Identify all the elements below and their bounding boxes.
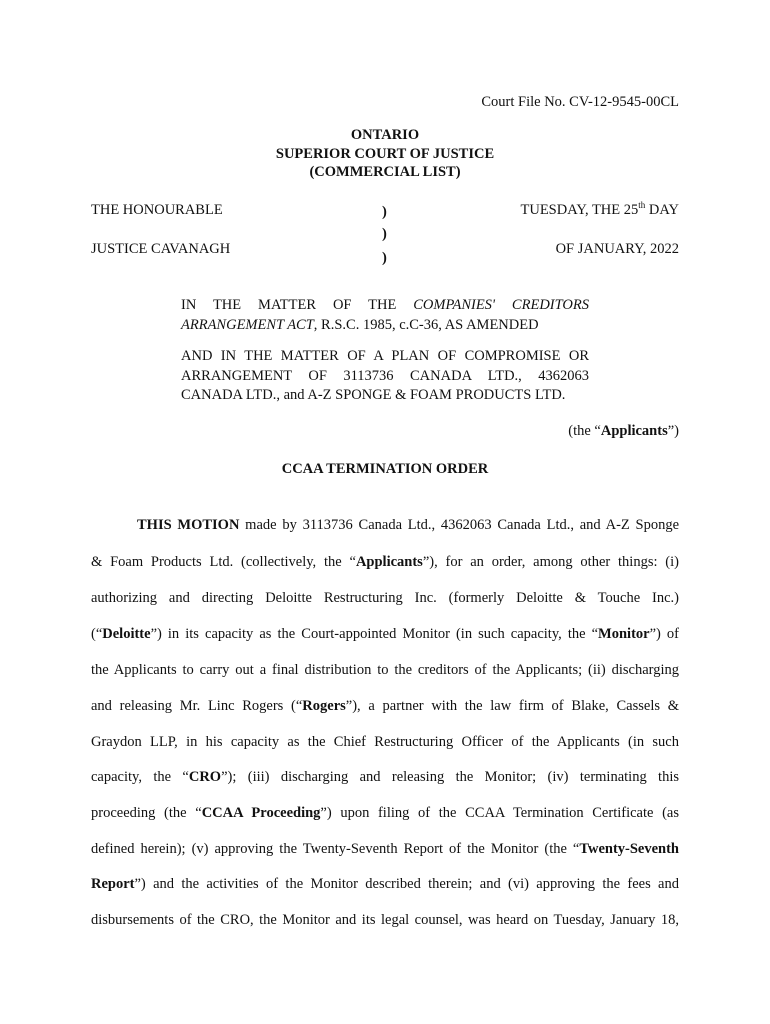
body-text: capacity, the “ bbox=[91, 769, 189, 785]
matter-lead: IN THE MATTER OF THE bbox=[181, 297, 414, 313]
body-text: ”) of bbox=[649, 626, 679, 642]
body-text: & Foam Products Ltd. (collectively, the “ bbox=[91, 554, 356, 570]
body-text: ”) in its capacity as the Court-appointed Monitor (in such capacity, the “ bbox=[150, 626, 599, 642]
court-header bbox=[0, 126, 770, 182]
judge-name: JUSTICE CAVANAGH bbox=[91, 241, 231, 257]
defined-term: Rogers bbox=[302, 698, 346, 714]
bracket-1: ) bbox=[382, 204, 387, 220]
body-line-9 bbox=[91, 804, 679, 822]
judge-title: THE HONOURABLE bbox=[91, 202, 223, 218]
body-line-8 bbox=[91, 768, 679, 786]
body-text: proceeding (the “ bbox=[91, 805, 202, 821]
order-date-month: OF JANUARY, 2022 bbox=[555, 241, 679, 257]
applicants-open: (the “ bbox=[568, 423, 601, 439]
defined-term: Monitor bbox=[598, 626, 650, 642]
court-list: (COMMERCIAL LIST) bbox=[309, 164, 461, 180]
body-line-12: disbursements of the CRO, the Monitor and its legal counsel, was heard on Tuesday, January 18, bbox=[91, 912, 679, 928]
date-prefix: TUESDAY, THE 25 bbox=[520, 202, 639, 218]
body-text: ”) and the activities of the Monitor described therein; and (vi) approving the fees and bbox=[134, 876, 679, 892]
defined-term: Twenty-Seventh bbox=[579, 841, 679, 857]
body-line-5: the Applicants to carry out a final distribution to the creditors of the Applicants; (ii) discharging bbox=[91, 662, 679, 678]
bracket-3: ) bbox=[382, 250, 387, 266]
matter-tail: , R.S.C. 1985, c.C-36, AS AMENDED bbox=[313, 316, 539, 333]
court-name: SUPERIOR COURT OF JUSTICE bbox=[275, 145, 495, 162]
body-text: made by 3113736 Canada Ltd., 4362063 Canada Ltd., and A-Z Sponge bbox=[239, 517, 679, 533]
matter-ccaa bbox=[181, 296, 589, 335]
applicants-tag bbox=[568, 423, 679, 440]
body-text: and releasing Mr. Linc Rogers (“ bbox=[91, 698, 303, 714]
applicants-close: ”) bbox=[667, 423, 679, 439]
body-line-7: Graydon LLP, in his capacity as the Chief Restructuring Officer of the Applicants (in such bbox=[91, 734, 679, 750]
body-line-2 bbox=[91, 553, 679, 571]
body-line-11 bbox=[91, 875, 679, 893]
this-motion: THIS MOTION bbox=[137, 517, 240, 533]
body-line-3: authorizing and directing Deloitte Restructuring Inc. (formerly Deloitte & Touche Inc.) bbox=[91, 590, 679, 606]
matter-plan: AND IN THE MATTER OF A PLAN OF COMPROMISE OR ARRANGEMENT OF 3113736 CANADA LTD., 4362063 CANADA LTD., and A-Z SPONGE & FOAM PRODUCTS LTD. bbox=[181, 348, 589, 403]
body-text: ”), a partner with the law firm of Blake, Cassels & bbox=[345, 698, 679, 714]
act-name: COMPANIES' CREDITORS ARRANGEMENT ACT bbox=[181, 297, 590, 333]
body-line-10 bbox=[91, 840, 679, 858]
date-suffix: th bbox=[638, 200, 646, 211]
body-text: ”), for an order, among other things: (i) bbox=[422, 554, 679, 570]
court-file-number: Court File No. CV-12-9545-00CL bbox=[481, 94, 679, 110]
applicants-bold: Applicants bbox=[600, 423, 668, 439]
date-word: DAY bbox=[645, 202, 679, 218]
body-text: ”) upon filing of the CCAA Termination Certificate (as bbox=[320, 805, 679, 821]
body-line-6 bbox=[91, 697, 679, 715]
bracket-2: ) bbox=[382, 226, 387, 242]
order-title: CCAA TERMINATION ORDER bbox=[281, 461, 489, 477]
body-line-1 bbox=[137, 516, 679, 534]
defined-term: Deloitte bbox=[102, 626, 151, 642]
body-text: ”); (iii) discharging and releasing the Monitor; (iv) terminating this bbox=[221, 769, 679, 785]
defined-term: CRO bbox=[188, 769, 222, 785]
body-line-4 bbox=[91, 625, 679, 643]
defined-term: Report bbox=[91, 876, 135, 892]
court-province: ONTARIO bbox=[350, 127, 420, 143]
body-text: defined herein); (v) approving the Twenty-Seventh Report of the Monitor (the “ bbox=[91, 841, 580, 857]
order-date-day bbox=[521, 202, 680, 219]
defined-term: CCAA Proceeding bbox=[201, 805, 321, 821]
body-text: (“ bbox=[91, 626, 103, 642]
defined-term: Applicants bbox=[355, 554, 423, 570]
